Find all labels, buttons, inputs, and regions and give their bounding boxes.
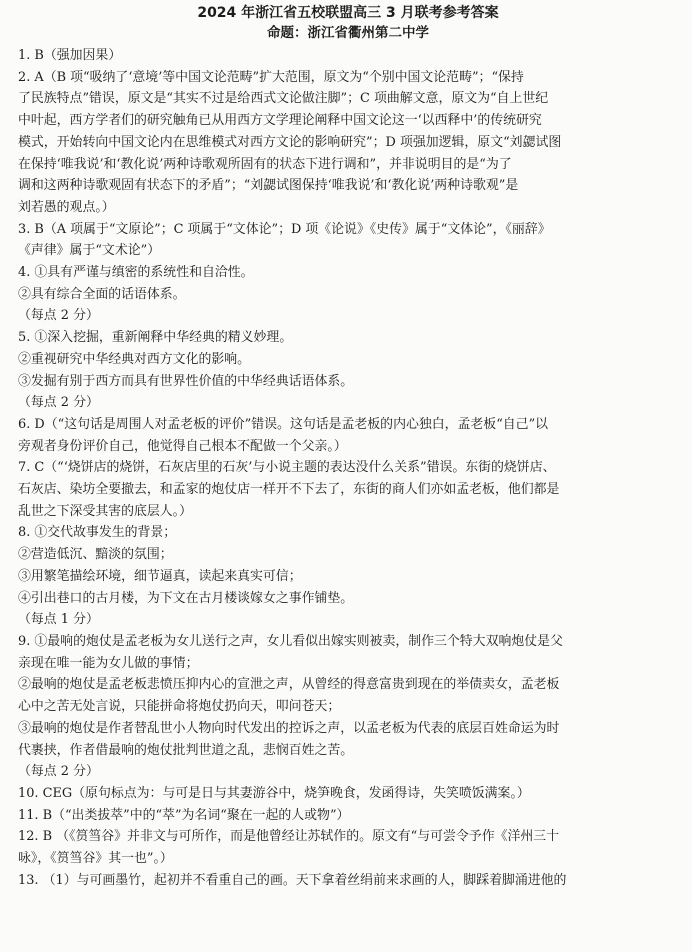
text-line: 中叶起，西方学者们的研究触角已从用西方文学理论阐释中国文论这一‘以西释中’的传统研究 — [18, 113, 542, 129]
text-line: ②具有综合全面的话语体系。 — [18, 286, 186, 302]
text-line: 调和这两种诗歌观固有状态下的矛盾”；“刘勰试图保持‘唯我说’和‘教化说’两种诗歌观”是 — [18, 178, 519, 194]
text-line: 12. B （《筼筜谷》并非文与可所作，而是他曾经让苏轼作的。原文有“与可尝令予作《洋州三十 — [18, 829, 560, 845]
text-line: ④引出巷口的古月楼，为下文在古月楼谈嫁女之事作铺垫。 — [18, 590, 354, 606]
text-line: 亲现在唯一能为女儿做的事情； — [18, 655, 199, 671]
text-line: 乱世之下深受其害的底层人。） — [18, 503, 193, 519]
text-line: 心中之苦无处言说，只能拼命将炮仗扔向天，叩问苍天； — [18, 699, 341, 715]
text-line: 3. B（A 项属于“文原论”；C 项属于“文体论”；D 项《论说》《史传》属于“文体论”，《丽辞》 — [18, 221, 551, 237]
text-line: 石灰店、染坊全要撤去，和孟家的炮仗店一样开不下去了，东街的商人们亦如孟老板，他们都是 — [18, 482, 560, 498]
text-line: 2. A（B 项“吸纳了‘意境’等中国文论范畴”扩大范围，原文为“个别中国文论范畴”；“保持 — [18, 69, 524, 85]
text-line: （每点 1 分） — [18, 612, 99, 628]
text-line: 6. D（“这句话是周围人对孟老板的评价”错误。这句话是孟老板的内心独白，孟老板“自己”以 — [18, 416, 549, 432]
text-line: ③发掘有别于西方而具有世界性价值的中华经典话语体系。 — [18, 373, 354, 389]
text-line: 11. B（“出类拔萃”中的“萃”为名词“聚在一起的人或物”） — [18, 807, 350, 823]
text-line: ③最响的炮仗是作者替乱世小人物向时代发出的控诉之声，以孟老板为代表的底层百姓命运为时 — [18, 720, 560, 736]
text-line: 模式，开始转向中国文论内在思维模式对西方文论的影响研究”；D 项强加逻辑，原文“刘勰试图 — [18, 134, 562, 150]
text-line: （每点 2 分） — [18, 308, 99, 324]
text-line: 9. ①最响的炮仗是孟老板为女儿送行之声，女儿看似出嫁实则被卖，制作三个特大双响炮仗是父 — [18, 633, 563, 649]
text-line: 在保持‘唯我说’和‘教化说’两种诗歌观所固有的状态下进行调和”，并非说明目的是“为了 — [18, 156, 512, 172]
text-line: ②重视研究中华经典对西方文化的影响。 — [18, 351, 251, 367]
text-line: ②营造低沉、黯淡的氛围； — [18, 547, 173, 563]
text-line: 旁观者身份评价自己，他觉得自己根本不配做一个父亲。） — [18, 438, 347, 454]
text-line: 10. CEG（原句标点为：与可是日与其妻游谷中，烧笋晚食，发函得诗，失笑喷饭满案。） — [18, 785, 530, 801]
text-line: 5. ①深入挖掘，重新阐释中华经典的精义妙理。 — [18, 330, 293, 346]
text-line: 刘若愚的观点。） — [18, 199, 115, 215]
document-subtitle: 命题：浙江省衢州第二中学 — [267, 25, 429, 41]
text-line: 8. ①交代故事发生的背景； — [18, 525, 177, 541]
text-line: （每点 2 分） — [18, 395, 99, 411]
document-title: 2024 年浙江省五校联盟高三 3 月联考参考答案 — [197, 5, 499, 21]
answer-body — [18, 45, 678, 891]
text-line: 咏》，《筼筜谷》其一也”。） — [18, 851, 173, 867]
text-line: 代裹挟，作者借最响的炮仗批判世道之乱，悲悯百姓之苦。 — [18, 742, 354, 758]
text-line: （每点 2 分） — [18, 764, 99, 780]
text-line: 13. （1）与可画墨竹，起初并不看重自己的画。天下拿着丝绢前来求画的人，脚踩着脚涌进他的 — [18, 872, 567, 888]
text-line: ②最响的炮仗是孟老板悲愤压抑内心的宣泄之声，从曾经的得意富贵到现在的举债卖女，孟老板 — [18, 677, 560, 693]
text-line: 4. ①具有严谨与缜密的系统性和自洽性。 — [18, 265, 254, 281]
text-line: 1. B（强加因果） — [18, 48, 122, 63]
text-line: 了民族特点”错误，原文是“其实不过是给西式文论做注脚”；C 项曲解文意，原文为“自上世纪 — [18, 91, 549, 107]
text-line: ③用繁笔描绘环境，细节逼真，读起来真实可信； — [18, 568, 302, 584]
text-line: 7. C（“‘烧饼店的烧饼，石灰店里的石灰’与小说主题的表达没什么关系”错误。东街的烧饼店、 — [18, 460, 556, 476]
text-line: 《声律》属于“文术论”） — [18, 243, 161, 259]
